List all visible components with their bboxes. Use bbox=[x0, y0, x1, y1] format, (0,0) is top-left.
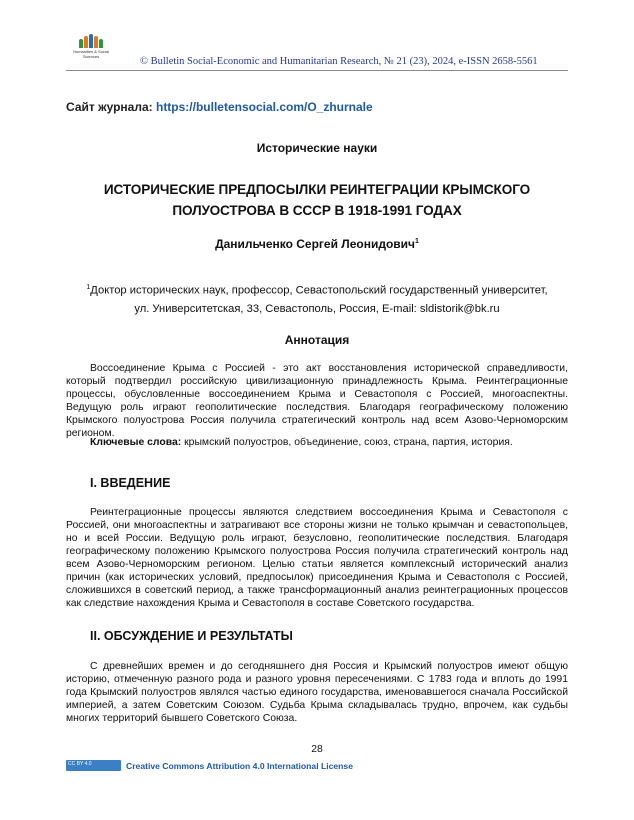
header-divider bbox=[66, 70, 568, 71]
article-title: ИСТОРИЧЕСКИЕ ПРЕДПОСЫЛКИ РЕИНТЕГРАЦИИ КРЫМСКОГО ПОЛУОСТРОВА В СССР В 1918-1991 ГОДАХ bbox=[103, 182, 531, 218]
introduction-paragraph: Реинтеграционные процессы являются следствием воссоединения Крыма и Севастополя с Россией, они многоаспектны и затрагивают все стороны жизни не только крымчан и севастопольцев, но и всей России. Ведущую роль играют, безусловно, геополитические последствия. Благодаря географическому положению Крымского полуострова Россия получила стратегический контроль над всем Азово-Черноморским регионом. Целью статьи является комплексный исторический анализ причин (как исторических условий, предпосылок) присоединения Крыма и Севастополя с Россией, сложившихся в советский период, а также трансформационный анализ реинтеграционных процессов как следствие нахождения Крыма и Севастополя в составе Советского государства. bbox=[66, 507, 568, 609]
section-heading-introduction: I. ВВЕДЕНИЕ bbox=[90, 476, 171, 490]
abstract-text: Воссоединение Крыма с Россией - это акт восстановления исторической справедливости, который подтвердил российскую цивилизационную принадлежность Крыма. Реинтеграционные процессы, обусловленные воссоединением Крыма и Севастополя с Россией, многоаспектны. Ведущую роль играют геополитические последствия. Благодаря географическому положению Крымского полуострова Россия получила стратегический контроль над всем Азово-Черноморским регионом. bbox=[66, 363, 568, 439]
keywords bbox=[90, 437, 513, 448]
section-category: Исторические науки bbox=[256, 141, 378, 155]
license-link[interactable]: Creative Commons Attribution 4.0 International License bbox=[126, 761, 353, 771]
site-label: Сайт журнала: bbox=[66, 100, 156, 114]
author-name: Данильченко Сергей Леонидович$^1$ bbox=[215, 237, 419, 251]
site-link[interactable]: https://bulletensocial.com/O_zhurnale bbox=[155, 100, 373, 114]
author-affiliation: $^1$Доктор исторических наук, профессор, Севастопольский государственный университет, ул. Университетская, 33, Севастополь, Россия, E-mail: sldistorik@bk.ru bbox=[86, 284, 548, 315]
logo-caption: Humanities & Social Sciences bbox=[73, 49, 109, 59]
keywords-list: крымский полуостров, объединение, союз, страна, партия, история. bbox=[181, 437, 513, 448]
annotation-heading: Аннотация bbox=[284, 333, 350, 347]
page-number: 28 bbox=[311, 744, 323, 755]
cc-license-badge-icon[interactable]: CC BY 4.0 bbox=[66, 760, 121, 771]
journal-citation: © Bulletin Social-Economic and Humanitarian Research, № 21 (23), 2024, e-ISSN 2658-5561 bbox=[140, 56, 538, 67]
section-heading-discussion: II. ОБСУЖДЕНИЕ И РЕЗУЛЬТАТЫ bbox=[90, 629, 293, 643]
journal-site bbox=[66, 100, 373, 114]
people-logo-icon bbox=[73, 34, 109, 48]
discussion-paragraph: С древнейших времен и до сегодняшнего дня Россия и Крымский полуостров имеют общую историю, отмеченную разного рода и разного уровня пересечениями. С 1783 года и вплоть до 1991 года Крымский полуостров являлся частью единого государства, именовавшегося сначала Российской империей, а затем Советским Союзом. Судьба Крыма складывалась трудно, впрочем, как судьбы многих территорий бывшего Советского Союза. bbox=[66, 661, 568, 724]
keywords-label: Ключевые слова: bbox=[90, 437, 182, 448]
journal-logo bbox=[73, 34, 109, 59]
